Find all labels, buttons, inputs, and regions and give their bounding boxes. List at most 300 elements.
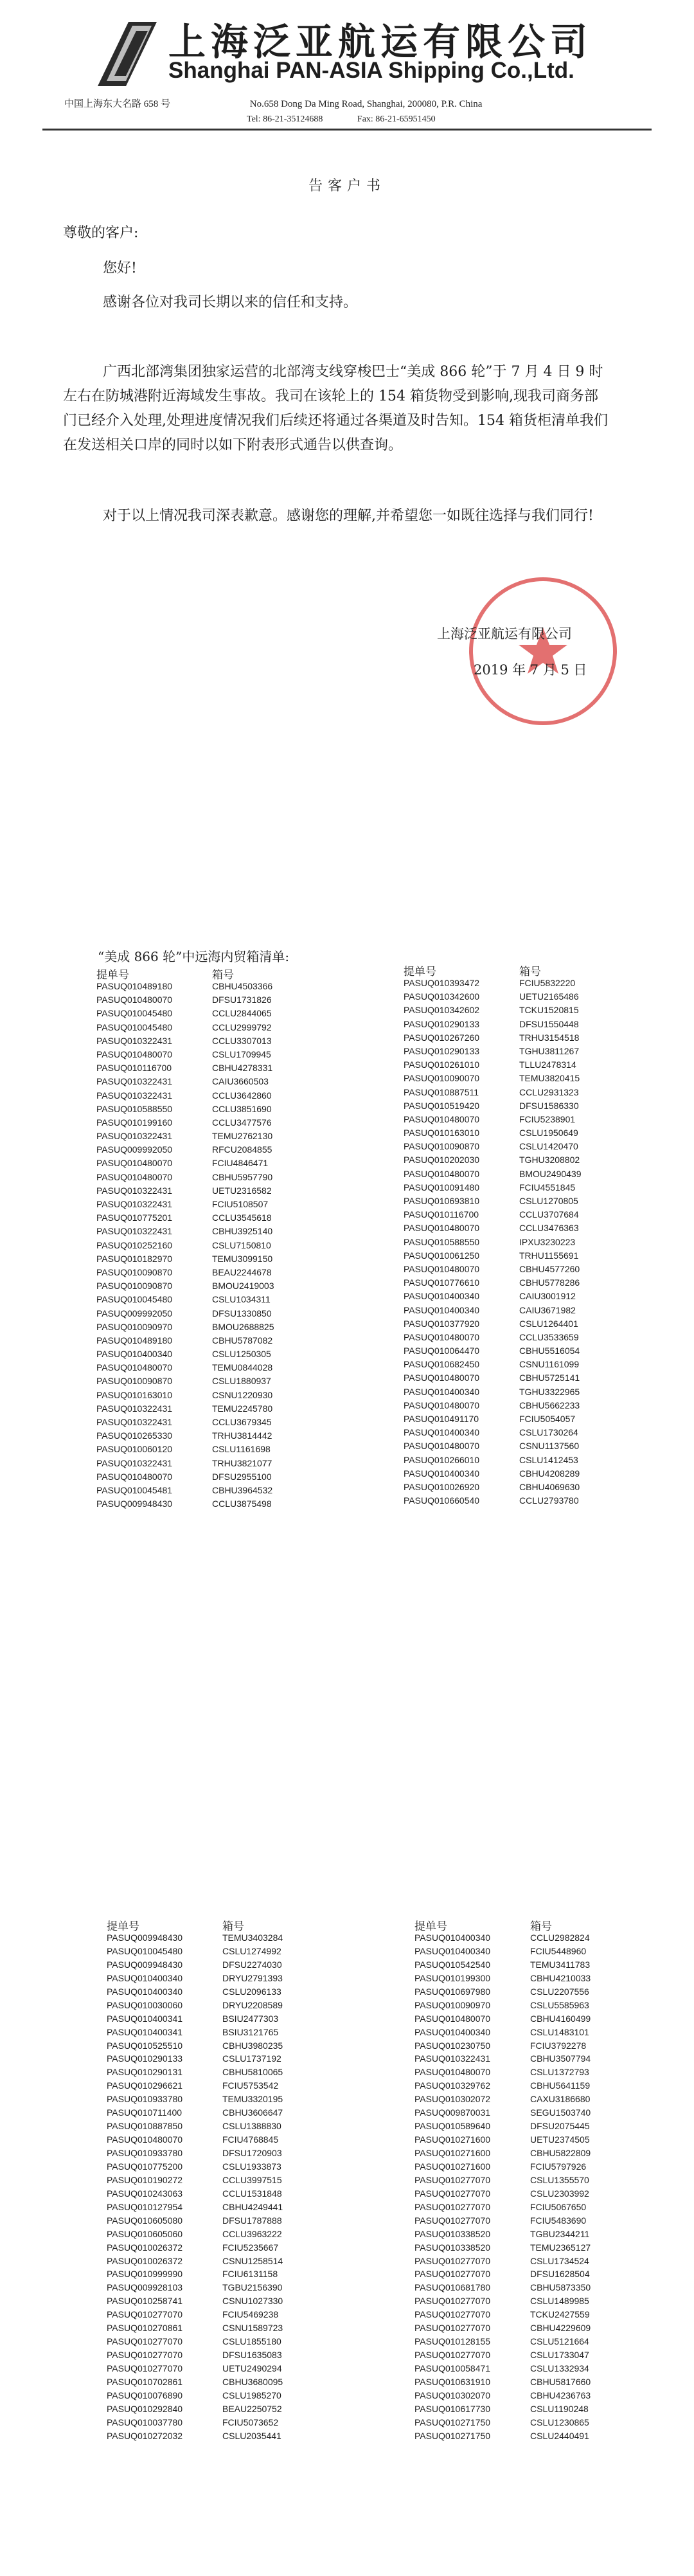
table-row	[96, 1007, 274, 1020]
container-number: CBHU5725141	[519, 1373, 580, 1383]
table-row	[404, 1018, 582, 1031]
bill-number: PASUQ010302072	[414, 2094, 491, 2105]
container-number: CSLU1412453	[519, 1454, 578, 1465]
table-row	[404, 1426, 582, 1439]
container-number: CSLU1733047	[530, 2350, 589, 2361]
company-name-en: Shanghai PAN-ASIA Shipping Co.,Ltd.	[168, 58, 574, 83]
container-number: CSLU1355570	[530, 2174, 589, 2185]
bill-number: PASUQ010480070	[404, 1223, 480, 1234]
container-number: CSLU1388830	[222, 2121, 281, 2132]
bill-number: PASUQ010322431	[96, 1090, 173, 1101]
table-row	[96, 1402, 274, 1416]
container-number: CCLU2999792	[212, 1022, 272, 1032]
bill-number: PASUQ010265330	[96, 1430, 173, 1441]
address-en: No.658 Dong Da Ming Road, Shanghai, 200080, P.R. China	[249, 99, 483, 109]
container-number: CSLU1190248	[530, 2403, 589, 2414]
container-number: CSLU1855180	[222, 2336, 281, 2347]
bill-number: PASUQ010243063	[107, 2188, 183, 2199]
table-row	[404, 1385, 582, 1399]
bill-number: PASUQ010026372	[107, 2255, 183, 2266]
bill-number: PASUQ010277070	[414, 2296, 491, 2307]
table-row	[96, 1457, 274, 1470]
container-number: BMOU2688825	[212, 1321, 274, 1332]
bill-number: PASUQ010933780	[107, 2148, 183, 2158]
container-number: TGBU2344211	[530, 2228, 590, 2239]
table-row	[96, 1266, 274, 1279]
table-row	[404, 1181, 582, 1194]
table-row	[414, 2348, 591, 2362]
company-seal-stamp	[463, 571, 623, 732]
bill-number: PASUQ010266010	[404, 1454, 480, 1465]
container-number: CBHU5957790	[212, 1171, 273, 1182]
bill-number: PASUQ010393472	[404, 978, 480, 988]
table-row	[96, 1130, 274, 1143]
container-number: CSLU1730264	[519, 1427, 578, 1438]
table-row	[404, 1467, 582, 1481]
container-number: IPXU3230223	[519, 1236, 576, 1247]
container-number: CSNU1258514	[222, 2255, 283, 2266]
container-number: CBHU3606647	[222, 2107, 283, 2118]
container-number: CCLU2982824	[530, 1932, 590, 1943]
table-row	[414, 2335, 591, 2348]
container-number: TRHU3821077	[212, 1457, 272, 1468]
bill-number: PASUQ010091480	[404, 1182, 480, 1193]
table-row	[107, 2267, 283, 2281]
bill-number: PASUQ010290133	[107, 2053, 183, 2064]
container-number: CBHU5873350	[530, 2282, 591, 2293]
bill-number: PASUQ010329762	[414, 2080, 491, 2091]
container-number: CSLU1737192	[222, 2053, 281, 2064]
bill-number: PASUQ010400340	[404, 1386, 480, 1397]
header-box: 箱号	[222, 1920, 244, 1933]
bill-number: PASUQ010202030	[404, 1155, 480, 1166]
bill-number: PASUQ010267260	[404, 1032, 480, 1043]
table-row	[107, 2187, 283, 2201]
table-header	[404, 962, 582, 977]
container-number: CSLU5585963	[530, 1999, 589, 2010]
container-number: CBHU5662233	[519, 1400, 580, 1410]
table-row	[107, 2106, 283, 2120]
bill-number: PASUQ010290133	[404, 1045, 480, 1056]
container-number: DFSU1628504	[530, 2269, 590, 2280]
table-row	[414, 2375, 591, 2389]
container-number: BEAU2250752	[222, 2403, 282, 2414]
container-number: CCLU3545618	[212, 1212, 272, 1223]
table-row	[107, 2281, 283, 2294]
container-number: CSLU1264401	[519, 1318, 578, 1329]
table-row	[414, 2052, 591, 2066]
table-row	[107, 1985, 283, 1999]
container-number: TRHU3814442	[212, 1430, 272, 1441]
bill-number: PASUQ010491170	[404, 1414, 479, 1424]
company-fax: Fax: 86-21-65951450	[357, 114, 436, 124]
container-number: BMOU2490439	[519, 1168, 582, 1179]
letter-paragraph-2: 广西北部湾集团独家运营的北部湾支线穿梭巴士“美成 866 轮”于 7 月 4 日 9 时左右在防城港附近海域发生事故。我司在该轮上的 154 箱货物受到影响,现我司商务部门已经介入处理,处理进度情况我们后续还将通过各渠道及时告知。154 箱货柜清单我们在发送相关口岸的同时以如下附表形式通告以供查询。	[63, 364, 608, 453]
container-number: CSLU1274992	[222, 1945, 281, 1956]
table-row	[414, 1985, 591, 1999]
bill-number: PASUQ010400340	[404, 1427, 480, 1438]
container-number: CAXU3186680	[530, 2094, 591, 2105]
bill-number: PASUQ010128155	[414, 2336, 491, 2347]
container-number: CBHU3680095	[222, 2376, 283, 2387]
bill-number: PASUQ009948430	[107, 1932, 183, 1943]
bill-number: PASUQ010681780	[414, 2282, 491, 2293]
company-name-cn: 上海泛亚航运有限公司	[168, 20, 593, 64]
table-row	[96, 1225, 274, 1238]
bill-number: PASUQ010322431	[96, 1457, 173, 1468]
container-number: CBHU4208289	[519, 1468, 580, 1479]
bill-number: PASUQ010480070	[414, 2013, 491, 2024]
bill-number: PASUQ010377920	[404, 1318, 480, 1329]
table-row	[107, 2429, 283, 2443]
table-row	[96, 1211, 274, 1225]
table-row	[404, 1099, 582, 1113]
container-number: CCLU3307013	[212, 1035, 272, 1046]
container-number: FCIU5469238	[222, 2309, 279, 2320]
container-number: CSLU2096133	[222, 1986, 281, 1997]
bill-number: PASUQ010271600	[414, 2134, 491, 2145]
bill-number: PASUQ010045480	[96, 1294, 173, 1305]
bill-number: PASUQ009928103	[107, 2282, 183, 2293]
bill-number: PASUQ010542540	[414, 1959, 491, 1970]
table-row	[107, 1999, 283, 2012]
table-row	[414, 2214, 591, 2228]
container-number: DFSU2075445	[530, 2121, 590, 2132]
container-number: CSNU1220930	[212, 1389, 273, 1400]
container-number: CBHU4160499	[530, 2013, 591, 2024]
bill-number: PASUQ010711400	[107, 2107, 182, 2118]
table-row	[107, 2201, 283, 2214]
letter-signature: 上海泛亚航运有限公司	[437, 626, 572, 642]
table-row	[404, 1371, 582, 1385]
container-number: TEMU3320195	[222, 2094, 283, 2105]
bill-number: PASUQ010277070	[414, 2309, 491, 2320]
container-number: CBHU4069630	[519, 1481, 580, 1492]
bill-number: PASUQ010480070	[96, 1171, 173, 1182]
table-row	[404, 1331, 582, 1344]
container-number: DFSU2274030	[222, 1959, 282, 1970]
table-row	[414, 1945, 591, 1958]
bill-number: PASUQ010090870	[96, 1376, 173, 1387]
container-number: SEGU1503740	[530, 2107, 591, 2118]
bill-number: PASUQ010190272	[107, 2174, 183, 2185]
table-row	[107, 2052, 283, 2066]
letter-salutation: 尊敬的客户:	[63, 225, 139, 241]
container-number: CSLU1709945	[212, 1049, 271, 1059]
container-number: FCIU3792278	[530, 2040, 587, 2051]
container-number: DFSU1330850	[212, 1308, 272, 1319]
container-number: FCIU5448960	[530, 1945, 587, 1956]
container-number: CBHU5810065	[222, 2067, 283, 2078]
table-row	[107, 2214, 283, 2228]
company-logo-icon	[98, 22, 157, 86]
container-number: CBHU4210033	[530, 1972, 591, 1983]
bill-number: PASUQ010400340	[404, 1291, 480, 1302]
bill-number: PASUQ010605080	[107, 2215, 183, 2226]
bill-number: PASUQ010045480	[107, 1945, 183, 1956]
table-row	[107, 2321, 283, 2335]
container-number: FCIU5753542	[222, 2080, 279, 2091]
container-number: CCLU3679345	[212, 1417, 272, 1427]
table-row	[96, 1374, 274, 1388]
bill-number: PASUQ010271600	[414, 2148, 491, 2158]
table2-left	[107, 1917, 283, 2443]
bill-number: PASUQ010400340	[107, 1986, 183, 1997]
container-number: CSLU1034311	[212, 1294, 271, 1305]
bill-number: PASUQ010090870	[96, 1281, 173, 1292]
container-number: DFSU1787888	[222, 2215, 282, 2226]
container-number: TEMU3411783	[530, 1959, 591, 1970]
bill-number: PASUQ010400341	[107, 2026, 183, 2037]
table-row	[107, 2120, 283, 2133]
table-header	[107, 1917, 283, 1931]
bill-number: PASUQ010400340	[404, 1304, 480, 1315]
container-number: CBHU5787082	[212, 1335, 273, 1346]
container-number: TEMU2762130	[212, 1131, 273, 1142]
header-box: 箱号	[519, 966, 541, 978]
bill-number: PASUQ010342602	[404, 1005, 480, 1016]
container-number: CBHU4229609	[530, 2323, 591, 2334]
bill-number: PASUQ010682450	[404, 1359, 480, 1370]
bill-number: PASUQ010480070	[404, 1441, 480, 1452]
container-number: UETU2374505	[530, 2134, 590, 2145]
container-number: FCIU5073652	[222, 2417, 279, 2427]
container-number: CCLU2844065	[212, 1008, 272, 1019]
table-row	[414, 2133, 591, 2147]
company-address	[64, 96, 482, 110]
table-row	[107, 2012, 283, 2026]
table-row	[96, 1293, 274, 1306]
letter-date: 2019 年 7 月 5 日	[474, 662, 587, 678]
bill-number: PASUQ010322431	[96, 1035, 173, 1046]
table-row	[96, 1334, 274, 1347]
table-row	[414, 2120, 591, 2133]
bill-number: PASUQ010199300	[414, 1972, 491, 1983]
bill-number: PASUQ010400340	[414, 1932, 491, 1943]
container-number: CAIU3671982	[519, 1304, 576, 1315]
container-number: DRYU2791393	[222, 1972, 283, 1983]
container-number: DFSU1720903	[222, 2148, 282, 2158]
table-row	[404, 1344, 582, 1358]
table-row	[414, 2026, 591, 2039]
table-row	[96, 1198, 274, 1211]
bill-number: PASUQ010258741	[107, 2296, 183, 2307]
table-row	[414, 2079, 591, 2093]
bill-number: PASUQ010271750	[414, 2417, 491, 2427]
table-row	[404, 1304, 582, 1317]
bill-number: PASUQ010480070	[404, 1263, 480, 1274]
bill-number: PASUQ010090870	[96, 1266, 173, 1277]
table-row	[404, 1086, 582, 1099]
table-row	[96, 1103, 274, 1116]
container-number: TGHU3208802	[519, 1155, 580, 1166]
bill-number: PASUQ010277070	[414, 2350, 491, 2361]
bill-number: PASUQ010489180	[96, 1335, 173, 1346]
table-row	[107, 1931, 283, 1945]
table-row	[414, 2321, 591, 2335]
container-number: CSLU1734524	[530, 2255, 589, 2266]
bill-number: PASUQ010887850	[107, 2121, 183, 2132]
table-row	[414, 2012, 591, 2026]
container-number: CSLU2207556	[530, 1986, 589, 1997]
bill-number: PASUQ010480070	[96, 1471, 173, 1482]
table-row	[107, 2093, 283, 2106]
table-row	[414, 2281, 591, 2294]
bill-number: PASUQ010290133	[404, 1018, 480, 1029]
bill-number: PASUQ010338520	[414, 2242, 491, 2253]
table-row	[107, 2294, 283, 2308]
table-row	[404, 1072, 582, 1085]
container-number: CBHU4503366	[212, 981, 273, 991]
container-number: TRHU3154518	[519, 1032, 580, 1043]
bill-number: PASUQ010589640	[414, 2121, 491, 2132]
bill-number: PASUQ010480070	[404, 1400, 480, 1410]
table-row	[404, 1031, 582, 1045]
table-row	[96, 1116, 274, 1130]
container-number: UETU2316582	[212, 1185, 272, 1196]
container-number: CCLU3997515	[222, 2174, 282, 2185]
bill-number: PASUQ010271750	[414, 2430, 491, 2441]
container-number: TGHU3811267	[519, 1045, 580, 1056]
container-number: BSIU2477303	[222, 2013, 279, 2024]
bill-number: PASUQ010322431	[96, 1403, 173, 1414]
container-number: CSLU1489985	[530, 2296, 589, 2307]
table-row	[96, 993, 274, 1007]
bill-number: PASUQ010400340	[107, 1972, 183, 1983]
bill-number: PASUQ010480070	[404, 1168, 480, 1179]
table-row	[404, 1399, 582, 1412]
bill-number: PASUQ010322431	[96, 1417, 173, 1427]
table-row	[96, 1443, 274, 1456]
table-row	[96, 1307, 274, 1320]
bill-number: PASUQ010037780	[107, 2417, 183, 2427]
bill-number: PASUQ010277070	[107, 2363, 183, 2373]
container-number: CSLU1270805	[519, 1196, 578, 1206]
container-number: UETU2490294	[222, 2363, 282, 2373]
bill-number: PASUQ010400341	[107, 2013, 183, 2024]
bill-number: PASUQ010342600	[404, 991, 480, 1002]
company-tel: Tel: 86-21-35124688	[247, 114, 323, 124]
company-contact	[247, 114, 468, 125]
table-row	[414, 2416, 591, 2429]
container-number: CCLU3477576	[212, 1117, 272, 1128]
container-number: CSLU1230865	[530, 2417, 589, 2427]
bill-number: PASUQ010302070	[414, 2390, 491, 2400]
container-number: CCLU3476363	[519, 1223, 579, 1234]
bill-number: PASUQ010270861	[107, 2323, 183, 2334]
container-number: FCIU5054057	[519, 1414, 576, 1424]
table-row	[96, 1143, 274, 1157]
container-number: DFSU1635083	[222, 2350, 282, 2361]
bill-number: PASUQ010588550	[404, 1236, 480, 1247]
container-number: CCLU3851690	[212, 1103, 272, 1114]
container-number: CSLU1420470	[519, 1141, 578, 1152]
container-number: FCIU4768845	[222, 2134, 279, 2145]
bill-number: PASUQ010605060	[107, 2228, 183, 2239]
table-row	[96, 1416, 274, 1429]
table-row	[404, 1481, 582, 1494]
table-row	[404, 1439, 582, 1453]
bill-number: PASUQ010322431	[96, 1199, 173, 1209]
container-number: CBHU3925140	[212, 1226, 273, 1237]
table-row	[404, 1317, 582, 1331]
table-row	[107, 1945, 283, 1958]
container-number: TGHU3322965	[519, 1386, 580, 1397]
table-row	[96, 1389, 274, 1402]
table-row	[96, 1361, 274, 1374]
bill-number: PASUQ010026372	[107, 2242, 183, 2253]
container-number: CBHU5641159	[530, 2080, 591, 2091]
table-row	[404, 1045, 582, 1058]
container-number: TLLU2478314	[519, 1059, 576, 1070]
table-row	[414, 2241, 591, 2255]
table-row	[107, 2402, 283, 2416]
table-row	[404, 977, 582, 990]
bill-number: PASUQ010261010	[404, 1059, 480, 1070]
table-row	[107, 2174, 283, 2187]
bill-number: PASUQ010090970	[414, 1999, 491, 2010]
container-number: CCLU2931323	[519, 1086, 579, 1097]
container-number: CSLU2303992	[530, 2188, 589, 2199]
bill-number: PASUQ010400340	[404, 1468, 480, 1479]
container-number: BMOU2419003	[212, 1281, 274, 1292]
container-number: CBHU3507794	[530, 2053, 591, 2064]
table-row	[414, 1972, 591, 1985]
table-row	[404, 1126, 582, 1140]
bill-number: PASUQ010322431	[96, 1185, 173, 1196]
container-number: FCIU5483690	[530, 2215, 587, 2226]
bill-number: PASUQ010480070	[96, 1049, 173, 1059]
container-number: TEMU2365127	[530, 2242, 591, 2253]
table-row	[414, 2039, 591, 2053]
bill-number: PASUQ010702861	[107, 2376, 183, 2387]
table-row	[414, 2402, 591, 2416]
table2-right	[414, 1917, 591, 2443]
container-number: CSLU1880937	[212, 1376, 271, 1387]
container-number: CBHU4236763	[530, 2390, 591, 2400]
table-row	[107, 2026, 283, 2039]
table-row	[414, 2228, 591, 2241]
bill-number: PASUQ010480070	[414, 2067, 491, 2078]
table-row	[404, 1167, 582, 1181]
bill-number: PASUQ010277070	[414, 2269, 491, 2280]
container-number: CSLU2035441	[222, 2430, 281, 2441]
container-number: CBHU3980235	[222, 2040, 283, 2051]
bill-number: PASUQ010252160	[96, 1239, 173, 1250]
bill-number: PASUQ010277070	[414, 2323, 491, 2334]
table-row	[96, 980, 274, 993]
header-bill: 提单号	[96, 969, 129, 982]
container-number: TEMU3820415	[519, 1073, 580, 1084]
container-number: CSNU1027330	[222, 2296, 283, 2307]
table-row	[414, 2294, 591, 2308]
bill-number: PASUQ010058471	[414, 2363, 491, 2373]
table-row	[404, 1412, 582, 1426]
bill-number: PASUQ010697980	[414, 1986, 491, 1997]
bill-number: PASUQ010116700	[96, 1063, 172, 1074]
container-number: CSLU7150810	[212, 1239, 271, 1250]
bill-number: PASUQ010887511	[404, 1086, 479, 1097]
table-row	[107, 2335, 283, 2348]
table-row	[414, 2066, 591, 2079]
container-number: TEMU2245780	[212, 1403, 273, 1414]
container-number: CBHU5822809	[530, 2148, 591, 2158]
bill-number: PASUQ010617730	[414, 2403, 491, 2414]
bill-number: PASUQ010116700	[404, 1209, 479, 1220]
table-row	[96, 1184, 274, 1198]
table-row	[404, 1454, 582, 1467]
container-number: FCIU4551845	[519, 1182, 576, 1193]
